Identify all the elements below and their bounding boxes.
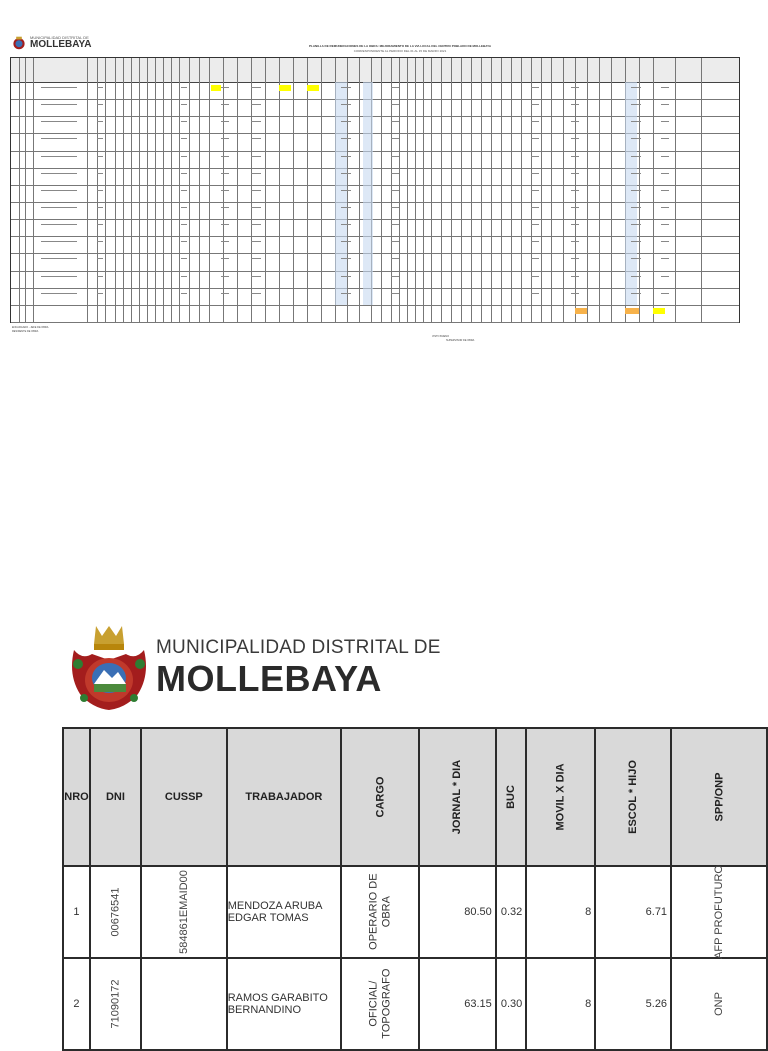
thumbnail-grid-hline (11, 305, 739, 306)
thumbnail-grid-vline (19, 58, 20, 322)
thumbnail-cell-text (181, 173, 187, 174)
thumbnail-grid-vline (87, 58, 88, 322)
thumbnail-cell-text (661, 138, 669, 139)
thumbnail-cell-text (41, 190, 77, 191)
thumbnail-cell-text (221, 224, 229, 225)
thumbnail-highlight-cell (279, 85, 291, 91)
cell-movil: 8 (526, 866, 595, 958)
thumbnail-cell-text (631, 276, 641, 277)
thumbnail-grid-vline (451, 58, 452, 322)
header-cussp: CUSSP (141, 728, 227, 866)
thumbnail-cell-text (181, 156, 187, 157)
thumbnail-cell-text (41, 276, 77, 277)
thumbnail-cell-text (341, 87, 351, 88)
thumbnail-grid-vline (33, 58, 34, 322)
thumbnail-cell-text (181, 276, 187, 277)
thumbnail-cell-text (41, 241, 77, 242)
thumbnail-cell-text (631, 224, 641, 225)
thumbnail-cell-text (571, 104, 579, 105)
thumbnail-cell-text (251, 138, 261, 139)
thumbnail-cell-text (97, 87, 103, 88)
thumbnail-cell-text (41, 224, 77, 225)
thumbnail-cell-text (571, 293, 579, 294)
header-trabajador: TRABAJADOR (227, 728, 341, 866)
thumbnail-grid-vline (441, 58, 442, 322)
thumbnail-grid-vline (105, 58, 106, 322)
thumbnail-cell-text (531, 138, 539, 139)
thumbnail-grid-vline (399, 58, 400, 322)
thumbnail-grid-vline (307, 58, 308, 322)
thumbnail-cell-text (41, 87, 77, 88)
thumbnail-cell-text (41, 258, 77, 259)
cell-cussp-wrap (141, 866, 227, 958)
thumbnail-grid-vline (155, 58, 156, 322)
cell-trabajador: RAMOS GARABITO BERNANDINO (227, 958, 341, 1050)
thumbnail-cell-text (661, 241, 669, 242)
thumbnail-cell-text (97, 241, 103, 242)
header-nro: NRO (63, 728, 90, 866)
thumbnail-cell-text (631, 190, 641, 191)
thumbnail-grid-vline (171, 58, 172, 322)
thumbnail-cell-text (221, 190, 229, 191)
header-spp-cell (671, 728, 767, 866)
cell-escol: 6.71 (595, 866, 671, 958)
thumbnail-cell-text (97, 190, 103, 191)
thumbnail-grid (10, 57, 740, 323)
thumbnail-cell-text (631, 241, 641, 242)
thumbnail-cell-text (661, 224, 669, 225)
thumbnail-cell-text (571, 156, 579, 157)
thumbnail-footer-left-2: RESIDENTE DE OBRA (12, 330, 39, 333)
thumbnail-grid-vline (147, 58, 148, 322)
thumbnail-cell-text (531, 258, 539, 259)
thumbnail-cell-text (97, 173, 103, 174)
header-spp: SPP/ONP (713, 772, 726, 822)
cell-spp-wrap (671, 958, 767, 1050)
thumbnail-cell-text (661, 276, 669, 277)
payroll-header-row (63, 728, 767, 866)
thumbnail-cell-text (341, 258, 351, 259)
thumbnail-cell-text (391, 173, 399, 174)
thumbnail-cell-text (251, 121, 261, 122)
thumbnail-grid-vline (551, 58, 552, 322)
thumbnail-cell-text (221, 121, 229, 122)
cell-jornal: 80.50 (419, 866, 495, 958)
thumbnail-cell-text (251, 276, 261, 277)
thumbnail-cell-text (571, 121, 579, 122)
cell-cussp-wrap (141, 958, 227, 1050)
thumbnail-cell-text (97, 104, 103, 105)
thumbnail-grid-vline (701, 58, 702, 322)
thumbnail-cell-text (391, 276, 399, 277)
thumbnail-cell-text (531, 241, 539, 242)
header-movil: MOVIL X DIA (554, 763, 567, 831)
cell-cargo-line2: OBRA (380, 896, 393, 928)
header-escol: ESCOL * HIJO (627, 760, 640, 834)
cell-spp: ONP (713, 992, 726, 1016)
thumbnail-cell-text (251, 104, 261, 105)
thumbnail-cell-text (341, 241, 351, 242)
thumbnail-grid-vline (131, 58, 132, 322)
thumbnail-footer-right-2: SUPERVISOR DE OBRA (446, 339, 475, 342)
thumbnail-logo-line1: MUNICIPALIDAD DISTRITAL DE (30, 35, 89, 40)
thumbnail-cell-text (341, 173, 351, 174)
thumbnail-cell-text (251, 224, 261, 225)
thumbnail-cell-text (341, 190, 351, 191)
thumbnail-cell-text (221, 276, 229, 277)
thumbnail-cell-text (531, 104, 539, 105)
zoomed-logo (66, 620, 441, 712)
thumbnail-cell-text (97, 121, 103, 122)
cell-cargo-line1: OPERARIO DE (367, 873, 380, 951)
thumbnail-cell-text (97, 156, 103, 157)
thumbnail-cell-text (391, 293, 399, 294)
thumbnail-grid-vline (279, 58, 280, 322)
thumbnail-cell-text (571, 173, 579, 174)
thumbnail-grid-header (11, 58, 739, 83)
thumbnail-cell-text (631, 121, 641, 122)
thumbnail-cell-text (251, 156, 261, 157)
cell-jornal: 63.15 (419, 958, 495, 1050)
thumbnail-highlight-column (335, 82, 347, 305)
thumbnail-cell-text (531, 224, 539, 225)
thumbnail-cell-text (391, 241, 399, 242)
thumbnail-cell-text (221, 293, 229, 294)
header-jornal-cell (419, 728, 495, 866)
thumbnail-cell-text (221, 156, 229, 157)
header-jornal: JORNAL * DIA (451, 759, 464, 835)
thumbnail-cell-text (221, 258, 229, 259)
thumbnail-cell-text (41, 104, 77, 105)
thumbnail-cell-text (531, 173, 539, 174)
thumbnail-cell-text (181, 138, 187, 139)
thumbnail-cell-text (531, 293, 539, 294)
thumbnail-cell-text (221, 138, 229, 139)
thumbnail-cell-text (181, 190, 187, 191)
thumbnail-grid-vline (265, 58, 266, 322)
thumbnail-cell-text (661, 293, 669, 294)
thumbnail-highlight-cell (211, 85, 221, 91)
cell-movil: 8 (526, 958, 595, 1050)
municipal-seal-icon (12, 36, 26, 50)
thumbnail-cell-text (251, 241, 261, 242)
thumbnail-logo (12, 36, 92, 50)
thumbnail-cell-text (181, 207, 187, 208)
thumbnail-cell-text (631, 104, 641, 105)
thumbnail-grid-vline (139, 58, 140, 322)
thumbnail-grid-vline (521, 58, 522, 322)
thumbnail-grid-vline (163, 58, 164, 322)
thumbnail-cell-text (97, 276, 103, 277)
thumbnail-cell-text (571, 241, 579, 242)
thumbnail-grid-vline (407, 58, 408, 322)
header-escol-cell (595, 728, 671, 866)
cell-dni-wrap (90, 958, 141, 1050)
cell-nro: 1 (63, 866, 90, 958)
thumbnail-cell-text (97, 293, 103, 294)
thumbnail-highlight-column (363, 82, 373, 305)
thumbnail-cell-text (661, 87, 669, 88)
header-buc-cell (496, 728, 527, 866)
thumbnail-cell-text (221, 173, 229, 174)
cell-cussp: 584861EMAID00 (177, 870, 190, 954)
thumbnail-cell-text (251, 293, 261, 294)
thumbnail-highlight-cell (625, 308, 639, 314)
thumbnail-cell-text (341, 138, 351, 139)
thumbnail-cell-text (571, 207, 579, 208)
thumbnail-grid-vline (25, 58, 26, 322)
thumbnail-cell-text (97, 207, 103, 208)
thumbnail-cell-text (181, 104, 187, 105)
thumbnail-cell-text (221, 207, 229, 208)
thumbnail-cell-text (571, 276, 579, 277)
thumbnail-cell-text (631, 138, 641, 139)
thumbnail-grid-vline (491, 58, 492, 322)
thumbnail-grid-vline (179, 58, 180, 322)
thumbnail-cell-text (251, 173, 261, 174)
thumbnail-grid-vline (563, 58, 564, 322)
table-row (63, 866, 767, 958)
municipal-seal-icon (66, 620, 152, 712)
thumbnail-grid-vline (293, 58, 294, 322)
thumbnail-footer-right-1: VISTO BUENO (432, 335, 450, 338)
thumbnail-cell-text (391, 258, 399, 259)
thumbnail-cell-text (531, 156, 539, 157)
thumbnail-cell-text (341, 224, 351, 225)
thumbnail-cell-text (391, 87, 399, 88)
header-dni: DNI (90, 728, 141, 866)
thumbnail-cell-text (341, 104, 351, 105)
payroll-table (62, 727, 768, 1051)
thumbnail-cell-text (97, 138, 103, 139)
thumbnail-subtitle: CORRESPONDIENTE AL PERIODO DEL 01 AL 15 DE MARZO 2021 (353, 49, 447, 53)
thumbnail-highlight-cell (653, 308, 665, 314)
thumbnail-grid-vline (599, 58, 600, 322)
cell-cargo-wrap (341, 866, 419, 958)
thumbnail-grid-vline (587, 58, 588, 322)
thumbnail-cell-text (341, 207, 351, 208)
thumbnail-cell-text (181, 121, 187, 122)
cell-buc: 0.32 (496, 866, 527, 958)
payroll-sheet-thumbnail (0, 0, 768, 360)
thumbnail-cell-text (391, 190, 399, 191)
cell-dni: 71090172 (109, 979, 122, 1029)
cell-spp-wrap (671, 866, 767, 958)
cell-dni: 00676541 (109, 887, 122, 937)
logo-line2: MOLLEBAYA (156, 658, 382, 700)
cell-trabajador: MENDOZA ARUBA EDGAR TOMAS (227, 866, 341, 958)
logo-line1: MUNICIPALIDAD DISTRITAL DE (156, 637, 441, 659)
header-cargo-cell (341, 728, 419, 866)
thumbnail-cell-text (531, 87, 539, 88)
thumbnail-grid-vline (209, 58, 210, 322)
thumbnail-cell-text (181, 293, 187, 294)
thumbnail-cell-text (661, 207, 669, 208)
thumbnail-cell-text (251, 207, 261, 208)
thumbnail-grid-vline (471, 58, 472, 322)
thumbnail-cell-text (661, 156, 669, 157)
header-cargo: CARGO (374, 776, 387, 818)
thumbnail-highlight-cell (575, 308, 587, 314)
thumbnail-cell-text (391, 121, 399, 122)
thumbnail-grid-vline (123, 58, 124, 322)
cell-escol: 5.26 (595, 958, 671, 1050)
thumbnail-highlight-column (625, 82, 637, 305)
thumbnail-cell-text (391, 138, 399, 139)
thumbnail-grid-vline (481, 58, 482, 322)
thumbnail-cell-text (181, 241, 187, 242)
thumbnail-grid-vline (511, 58, 512, 322)
thumbnail-grid-vline (199, 58, 200, 322)
thumbnail-cell-text (41, 121, 77, 122)
thumbnail-grid-vline (501, 58, 502, 322)
cell-cargo (368, 874, 393, 950)
cell-cargo-line1: OFICIAL/ (367, 981, 380, 1027)
thumbnail-grid-vline (653, 58, 654, 322)
cell-cargo (368, 969, 393, 1039)
thumbnail-cell-text (341, 156, 351, 157)
thumbnail-grid-vline (431, 58, 432, 322)
thumbnail-grid-vline (189, 58, 190, 322)
table-row (63, 958, 767, 1050)
thumbnail-cell-text (391, 156, 399, 157)
thumbnail-grid-vline (359, 58, 360, 322)
thumbnail-cell-text (41, 207, 77, 208)
thumbnail-cell-text (181, 258, 187, 259)
thumbnail-grid-vline (611, 58, 612, 322)
thumbnail-cell-text (531, 190, 539, 191)
cell-buc: 0.30 (496, 958, 527, 1050)
thumbnail-cell-text (661, 104, 669, 105)
thumbnail-grid-vline (423, 58, 424, 322)
thumbnail-cell-text (531, 207, 539, 208)
thumbnail-cell-text (571, 138, 579, 139)
thumbnail-cell-text (631, 207, 641, 208)
thumbnail-cell-text (181, 224, 187, 225)
thumbnail-cell-text (391, 104, 399, 105)
thumbnail-cell-text (41, 138, 77, 139)
thumbnail-cell-text (97, 258, 103, 259)
thumbnail-cell-text (661, 173, 669, 174)
thumbnail-cell-text (391, 224, 399, 225)
thumbnail-logo-line2: MOLLEBAYA (30, 39, 92, 50)
thumbnail-cell-text (531, 276, 539, 277)
thumbnail-cell-text (661, 121, 669, 122)
thumbnail-grid-vline (381, 58, 382, 322)
thumbnail-cell-text (631, 156, 641, 157)
header-buc: BUC (505, 785, 518, 809)
thumbnail-cell-text (41, 173, 77, 174)
cell-spp: AFP PROFUTURO (713, 865, 726, 959)
thumbnail-cell-text (631, 258, 641, 259)
header-movil-cell (526, 728, 595, 866)
thumbnail-cell-text (221, 104, 229, 105)
thumbnail-cell-text (571, 258, 579, 259)
thumbnail-grid-vline (237, 58, 238, 322)
thumbnail-cell-text (181, 87, 187, 88)
thumbnail-cell-text (571, 190, 579, 191)
thumbnail-cell-text (41, 293, 77, 294)
thumbnail-title: PLANILLA DE REMUNERACIONES DE LA OBRA: MEJORAMIENTO DE LA VIA LOCAL DEL CENTRO POBLADO DE MOLLEBAYA (308, 44, 491, 48)
thumbnail-footer-left-1: ENCARGADO - JEFE DE OBRA (12, 326, 49, 329)
thumbnail-grid-vline (541, 58, 542, 322)
thumbnail-cell-text (531, 121, 539, 122)
thumbnail-cell-text (341, 121, 351, 122)
thumbnail-cell-text (251, 258, 261, 259)
cell-cargo-line2: TOPOGRAFO (380, 968, 393, 1040)
thumbnail-grid-vline (415, 58, 416, 322)
thumbnail-cell-text (631, 173, 641, 174)
thumbnail-cell-text (631, 293, 641, 294)
thumbnail-cell-text (661, 258, 669, 259)
thumbnail-cell-text (661, 190, 669, 191)
thumbnail-cell-text (251, 87, 261, 88)
thumbnail-highlight-cell (307, 85, 319, 91)
thumbnail-cell-text (41, 156, 77, 157)
cell-dni-wrap (90, 866, 141, 958)
thumbnail-grid-vline (461, 58, 462, 322)
thumbnail-grid-vline (115, 58, 116, 322)
cell-cargo-wrap (341, 958, 419, 1050)
thumbnail-cell-text (631, 87, 641, 88)
thumbnail-cell-text (221, 87, 229, 88)
thumbnail-grid-hline (11, 322, 739, 323)
thumbnail-cell-text (391, 207, 399, 208)
thumbnail-cell-text (221, 241, 229, 242)
thumbnail-grid-vline (675, 58, 676, 322)
thumbnail-cell-text (571, 87, 579, 88)
thumbnail-cell-text (571, 224, 579, 225)
thumbnail-cell-text (341, 276, 351, 277)
cell-nro: 2 (63, 958, 90, 1050)
thumbnail-cell-text (97, 224, 103, 225)
thumbnail-grid-vline (321, 58, 322, 322)
thumbnail-cell-text (341, 293, 351, 294)
thumbnail-cell-text (251, 190, 261, 191)
